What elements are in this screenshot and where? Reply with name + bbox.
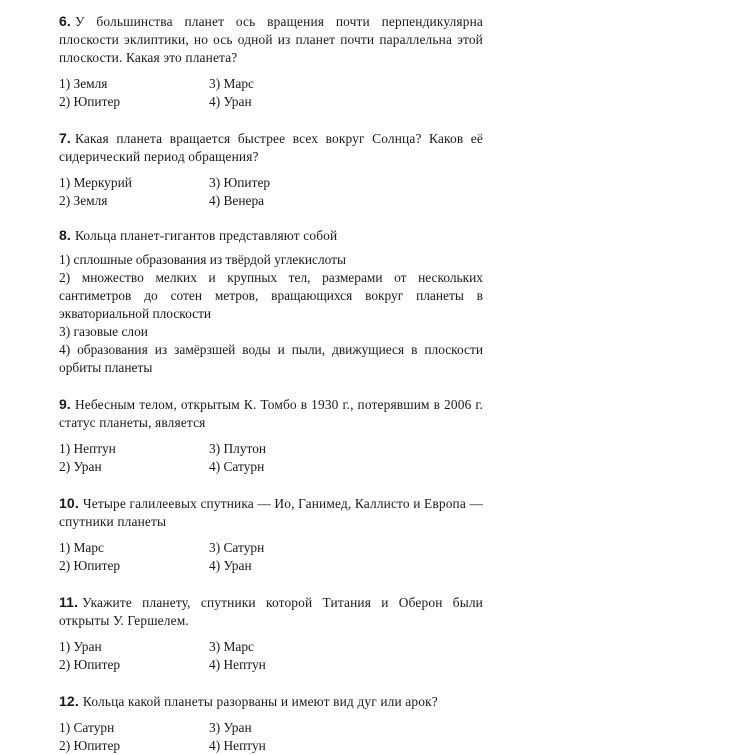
answer-option[interactable]: 3) Уран (209, 720, 252, 735)
answer-options (59, 251, 483, 377)
question-text: 11. Укажите планету, спутники которой Титания и Оберон были открыты У. Гершелем. (59, 594, 483, 628)
answer-option[interactable]: 4) Нептун (209, 657, 266, 672)
question-text: 12. Кольца какой планеты разорваны и имеют вид дуг или арок? (59, 693, 438, 709)
answer-option[interactable]: 4) Уран (209, 558, 252, 573)
answer-options (59, 174, 483, 210)
question-text: 9. Небесным телом, открытым К. Томбо в 1930 г., потерявшим в 2006 г. статус планеты, является (59, 396, 483, 430)
answer-option[interactable]: 2) Юпитер (59, 738, 121, 753)
answer-option[interactable]: 4) Уран (209, 94, 252, 109)
answer-options (59, 75, 483, 111)
question-text: 10. Четыре галилеевых спутника — Ио, Ганимед, Каллисто и Европа — спутники планеты (59, 495, 483, 529)
answer-option[interactable]: 1) Уран (59, 639, 102, 654)
question-number: 7. (59, 130, 71, 146)
question-7 (59, 129, 483, 210)
question-12 (59, 692, 483, 755)
answer-option[interactable]: 2) Юпитер (59, 94, 121, 109)
answer-option[interactable]: 4) образования из замёрзшей воды и пыли, движущиеся в плоскости орбиты планеты (59, 342, 483, 375)
question-number: 6. (59, 13, 71, 29)
answer-option[interactable]: 4) Венера (209, 193, 265, 208)
answer-option[interactable]: 1) Меркурий (59, 175, 132, 190)
answer-option[interactable]: 4) Сатурн (209, 459, 265, 474)
answer-options (59, 440, 483, 476)
answer-option[interactable]: 1) Марс (59, 540, 104, 555)
answer-option[interactable]: 3) Марс (209, 76, 254, 91)
answer-option[interactable]: 2) Земля (59, 193, 108, 208)
question-9 (59, 395, 483, 476)
test-page (59, 12, 483, 755)
question-number: 9. (59, 396, 71, 412)
question-number: 10. (59, 495, 79, 511)
answer-option[interactable]: 2) Юпитер (59, 657, 121, 672)
question-11 (59, 593, 483, 674)
answer-option[interactable]: 3) Сатурн (209, 540, 265, 555)
question-text: 7. Какая планета вращается быстрее всех вокруг Солнца? Каков её сидерический период обращения? (59, 130, 483, 164)
answer-option[interactable]: 3) Марс (209, 639, 254, 654)
answer-option[interactable]: 4) Нептун (209, 738, 266, 753)
question-number: 12. (59, 693, 79, 709)
answer-option[interactable]: 3) газовые слои (59, 324, 148, 339)
answer-option[interactable]: 2) Юпитер (59, 558, 121, 573)
question-number: 11. (59, 594, 79, 610)
question-number: 8. (59, 227, 71, 243)
answer-option[interactable]: 1) сплошные образования из твёрдой углекислоты (59, 252, 346, 267)
answer-option[interactable]: 2) множество мелких и крупных тел, размерами от нескольких сантиметров до сотен метров, вращающихся вокруг планеты в экваториальной плоскости (59, 270, 483, 321)
answer-option[interactable]: 1) Сатурн (59, 720, 115, 735)
answer-option[interactable]: 3) Юпитер (209, 175, 271, 190)
answer-option[interactable]: 1) Нептун (59, 441, 116, 456)
answer-options (59, 638, 483, 674)
question-10 (59, 494, 483, 575)
answer-option[interactable]: 2) Уран (59, 459, 102, 474)
question-text: 8. Кольца планет-гигантов представляют собой (59, 227, 338, 243)
answer-options (59, 539, 483, 575)
question-8 (59, 226, 483, 377)
answer-option[interactable]: 3) Плутон (209, 441, 267, 456)
question-text: 6. У большинства планет ось вращения почти перпендикулярна плоскости эклиптики, но ось одной из планет почти параллельна этой плоскости. Какая это планета? (59, 13, 483, 65)
answer-option[interactable]: 1) Земля (59, 76, 108, 91)
question-6 (59, 12, 483, 111)
